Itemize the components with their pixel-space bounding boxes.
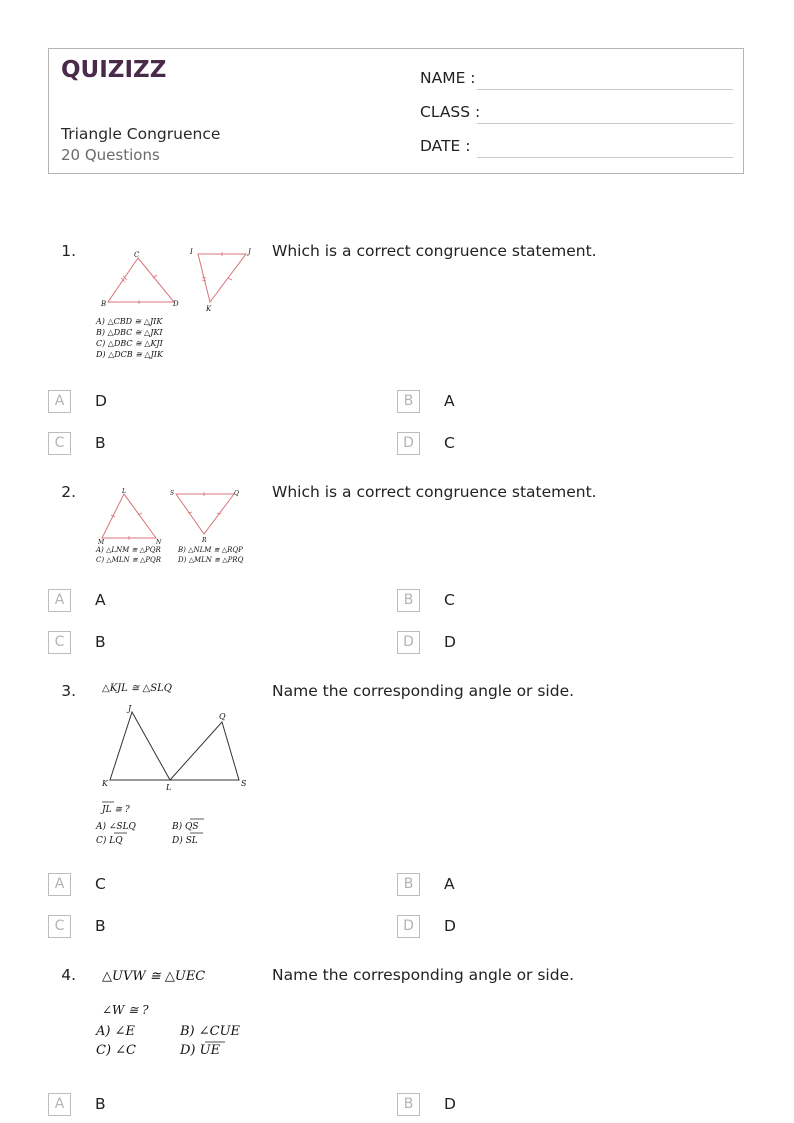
figure-choice: D) △MLN ≅ △PRQ [178, 556, 244, 564]
option-answer[interactable]: A [444, 392, 455, 410]
figure-choice: D) △DCB ≅ △JIK [96, 350, 163, 359]
vertex-label: S [170, 490, 175, 497]
figure-choice: A) △CBD ≅ △JIK [96, 317, 163, 326]
question-count: 20 Questions [61, 146, 160, 164]
vertex-label: C [134, 251, 140, 259]
option-letter-box[interactable]: A [48, 873, 71, 896]
figure-prompt: ∠W ≅ ? [102, 1003, 149, 1017]
triangle-slq [170, 722, 239, 780]
option-letter-box[interactable]: D [397, 432, 420, 455]
option-letter-box[interactable]: C [48, 915, 71, 938]
vertex-label: B [101, 300, 107, 308]
vertex-label: J [248, 248, 251, 256]
vertex-label: D [173, 300, 179, 308]
figure-choice: A) ∠SLQ [96, 822, 136, 832]
vertex-label: L [166, 783, 172, 792]
option-answer[interactable]: B [95, 917, 106, 935]
figure-choice: A) ∠E [96, 1024, 135, 1039]
triangle-cbd [108, 258, 174, 302]
date-field[interactable] [477, 157, 733, 158]
vertex-label: K [102, 779, 108, 788]
vertex-label: J [128, 704, 132, 713]
option-letter-box[interactable]: C [48, 631, 71, 654]
question-number: 2. [61, 483, 76, 501]
vertex-label: Q [219, 712, 226, 721]
figure-choice: A) △LNM ≅ △PQR [96, 546, 161, 554]
option-letter-box[interactable]: D [397, 915, 420, 938]
vertex-label: N [156, 539, 162, 546]
triangle-sqr [176, 494, 234, 534]
option-letter-box[interactable]: A [48, 390, 71, 413]
worksheet-title: Triangle Congruence [61, 125, 221, 143]
option-letter-box[interactable]: D [397, 631, 420, 654]
option-answer[interactable]: B [95, 1095, 106, 1113]
figure-choice: B) △NLM ≅ △RQP [178, 546, 243, 554]
question-number: 4. [61, 966, 76, 984]
option-letter-box[interactable]: B [397, 390, 420, 413]
vertex-label: Q [234, 490, 239, 497]
option-answer[interactable]: A [444, 875, 455, 893]
option-answer[interactable]: C [444, 434, 455, 452]
question-2-figure [94, 484, 262, 568]
congruence-statement: △KJL ≅ △SLQ [102, 683, 172, 694]
class-label: CLASS : [420, 103, 481, 121]
question-text: Which is a correct congruence statement. [272, 242, 597, 260]
figure-choice: C) LQ [96, 836, 123, 846]
question-3-figure [94, 678, 264, 850]
quizizz-logo: QUIZIZZ [61, 57, 167, 83]
date-label: DATE : [420, 137, 471, 155]
vertex-label: K [206, 305, 212, 313]
question-4-figure [94, 962, 264, 1062]
option-answer[interactable]: D [95, 392, 107, 410]
option-answer[interactable]: B [95, 434, 106, 452]
figure-choice: B) △DBC ≅ △JKI [96, 328, 163, 337]
figure-choice: B) QS [172, 822, 199, 832]
option-answer[interactable]: D [444, 1095, 456, 1113]
figure-choice: C) △DBC ≅ △KJI [96, 339, 163, 348]
question-text: Name the corresponding angle or side. [272, 966, 575, 984]
option-letter-box[interactable]: A [48, 589, 71, 612]
option-answer[interactable]: C [444, 591, 455, 609]
figure-choice: D) SL [172, 836, 198, 846]
vertex-label: L [122, 488, 126, 495]
figure-choice: C) △MLN ≅ △PQR [96, 556, 162, 564]
option-letter-box[interactable]: A [48, 1093, 71, 1116]
option-letter-box[interactable]: B [397, 589, 420, 612]
figure-choice: D) UE [180, 1043, 221, 1058]
class-field[interactable] [477, 123, 733, 124]
vertex-label: M [98, 539, 105, 546]
figure-choice: B) ∠CUE [180, 1024, 241, 1039]
question-1-figure [94, 244, 262, 364]
question-text: Name the corresponding angle or side. [272, 682, 575, 700]
option-letter-box[interactable]: B [397, 873, 420, 896]
option-letter-box[interactable]: B [397, 1093, 420, 1116]
triangle-kjl [110, 712, 170, 780]
vertex-label: R [202, 537, 207, 544]
option-answer[interactable]: D [444, 917, 456, 935]
option-answer[interactable]: A [95, 591, 106, 609]
figure-choice: C) ∠C [96, 1043, 136, 1058]
question-number: 1. [61, 242, 76, 260]
question-text: Which is a correct congruence statement. [272, 483, 597, 501]
name-field[interactable] [477, 89, 733, 90]
option-answer[interactable]: C [95, 875, 106, 893]
figure-prompt: JL ≅ ? [102, 805, 130, 815]
worksheet-header [48, 48, 744, 174]
vertex-label: S [241, 779, 247, 788]
option-answer[interactable]: B [95, 633, 106, 651]
vertex-label: I [190, 248, 193, 256]
option-letter-box[interactable]: C [48, 432, 71, 455]
question-number: 3. [61, 682, 76, 700]
triangle-lmn [102, 494, 156, 538]
congruence-statement: △UVW ≅ △UEC [102, 969, 206, 984]
option-answer[interactable]: D [444, 633, 456, 651]
name-label: NAME : [420, 69, 476, 87]
